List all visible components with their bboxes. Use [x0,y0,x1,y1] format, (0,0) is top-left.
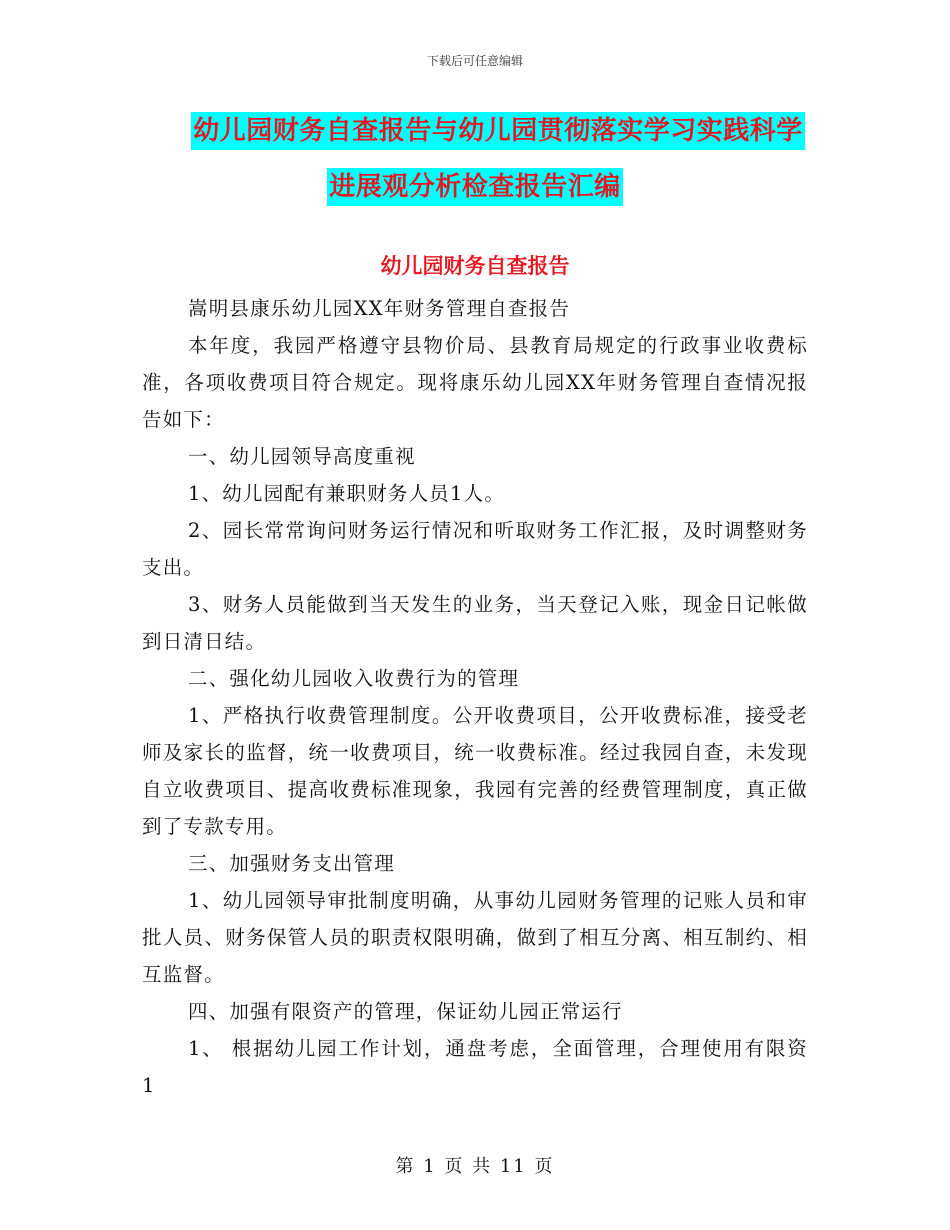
page-footer: 第 1 页 共 11 页 [395,1156,555,1177]
body-text [142,290,808,1104]
paragraph-6: 二、强化幼儿园收入收费行为的管理 [188,667,520,690]
paragraph-4: 2、园长常常询问财务运行情况和听取财务工作汇报，及时调整财务支出。 [142,519,808,579]
paragraph-3: 1、幼儿园配有兼职财务人员1人。 [188,482,506,505]
paragraph-11: 1、 根据幼儿园工作计划，通盘考虑，全面管理，合理使用有限资 1 [142,1037,808,1097]
document-title [0,112,950,206]
paragraph-2: 一、幼儿园领导高度重视 [188,445,416,468]
title-line-2: 进展观分析检查报告汇编 [327,168,623,206]
paragraph-5: 3、财务人员能做到当天发生的业务，当天登记入账，现金日记帐做到日清日结。 [142,593,808,653]
paragraph-10: 四、加强有限资产的管理，保证幼儿园正常运行 [188,1000,623,1023]
section-title: 幼儿园财务自查报告 [380,253,570,278]
paragraph-7: 1、严格执行收费管理制度。公开收费项目，公开收费标准，接受老师及家长的监督，统一收费项目，统一收费标准。经过我园自查，未发现自立收费项目、提高收费标准现象，我园有完善的经费管理制度，真正做到了专款专用。 [142,704,808,838]
paragraph-0: 嵩明县康乐幼儿园XX年财务管理自查报告 [188,297,571,320]
paragraph-9: 1、幼儿园领导审批制度明确，从事幼儿园财务管理的记账人员和审批人员、财务保管人员的职责权限明确，做到了相互分离、相互制约、相互监督。 [142,889,808,986]
page-header: 下载后可任意编辑 [426,54,523,68]
title-line-1: 幼儿园财务自查报告与幼儿园贯彻落实学习实践科学 [191,112,805,150]
paragraph-1: 本年度，我园严格遵守县物价局、县教育局规定的行政事业收费标准，各项收费项目符合规定。现将康乐幼儿园XX年财务管理自查情况报告如下： [142,334,808,431]
paragraph-8: 三、加强财务支出管理 [188,852,396,875]
